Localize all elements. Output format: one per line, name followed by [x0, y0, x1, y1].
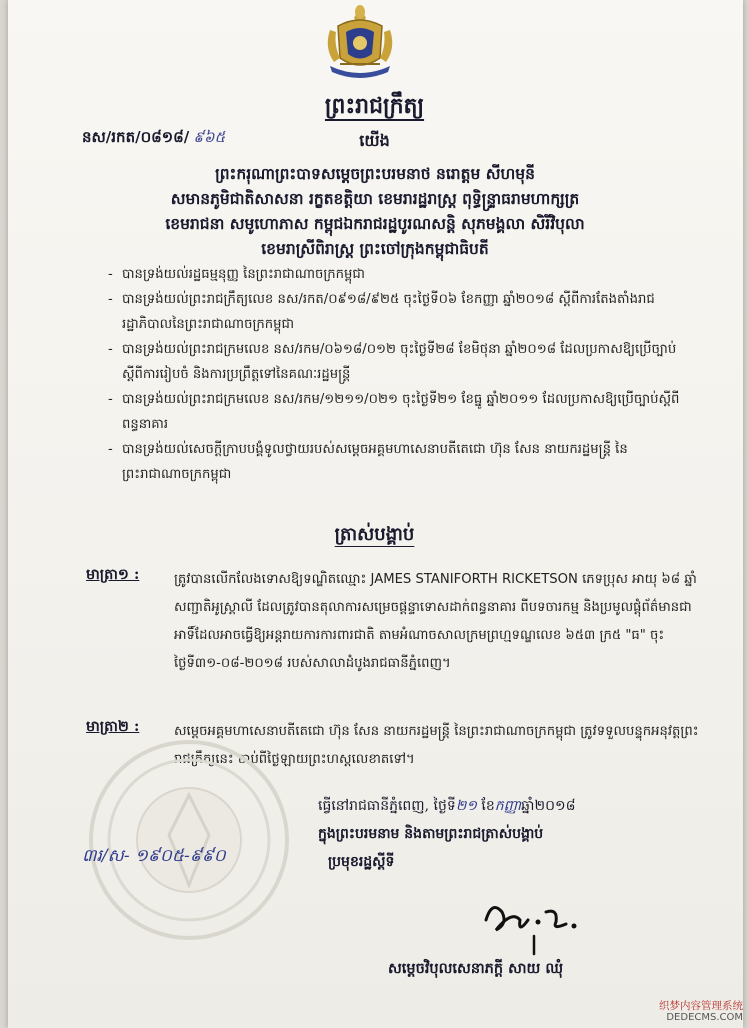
embossed-seal-icon [84, 735, 294, 945]
article-1 [86, 566, 706, 678]
place-date-prefix: ធ្វើនៅរាជធានីភ្នំពេញ, ថ្ងៃទី [318, 798, 456, 814]
preamble-item: - បានទ្រង់យល់ព្រះរាជក្រមលេខ នស/រកម/០៦១៨/០១២ ចុះថ្ងៃទី២៨ ខែមិថុនា ឆ្នាំ២០១៨ ដែលប្រកាសឱ្យប្រើច្បាប់ស្តីពីការរៀបចំ និងការប្រព្រឹត្តទៅនៃគណៈរដ្ឋមន្ត្រី [108, 337, 688, 387]
date-day-handwritten: ២១ [455, 798, 477, 814]
king-title-line: ខេមរាស្រីពិរាស្ត្រ ព្រះចៅក្រុងកម្ពុជាធិបតី [261, 239, 489, 258]
king-title-line: ព្រះករុណាព្រះបាទសម្តេចព្រះបរមនាថ នរោត្តម សីហមុនី [215, 164, 535, 183]
article-text: សម្តេចអគ្គមហាសេនាបតីតេជោ ហ៊ុន សែន នាយករដ្ឋមន្ត្រី នៃព្រះរាជាណាចក្រកម្ពុជា ត្រូវទទួលបន្ទុកអនុវត្តព្រះរាជក្រឹត្យនេះ ចាប់ពីថ្ងៃឡាយព្រះហស្តលេខាតទៅ។ [174, 724, 699, 767]
decree-title: ព្រះរាជក្រឹត្យ [324, 93, 425, 119]
seen-heading: យើង [359, 131, 390, 150]
article-label: មាត្រា២ : [86, 718, 140, 735]
place-date-year: ឆ្នាំ២០១៨ [521, 798, 576, 814]
king-title-line: ខេមរាជនា សមូហោភាស កម្ពុជឯករាជរដ្ឋបូរណសន្តិ សុភមង្គលា សិរីវិបុលា [165, 214, 585, 233]
preamble-item: - បានទ្រង់យល់សេចក្តីក្រាបបង្គំទូលថ្វាយរបស់សម្តេចអគ្គមហាសេនាបតីតេជោ ហ៊ុន សែន នាយករដ្ឋមន្ត្រី នៃព្រះរាជាណាចក្រកម្ពុជា [108, 437, 688, 487]
handwritten-registry-note: ៣រ/ស- ១៩០៥-៩៩០ [82, 846, 226, 866]
preamble-list [108, 262, 688, 487]
royal-order-line: ក្នុងព្រះបរមនាម និងតាមព្រះរាជត្រាស់បង្គាប់ [318, 826, 544, 842]
preamble-item: - បានទ្រង់យល់រដ្ឋធម្មនុញ្ញ នៃព្រះរាជាណាចក្រកម្ពុជា [108, 262, 688, 287]
signature-block [318, 792, 718, 876]
countersign-title: ប្រមុខរដ្ឋស្តីទី [328, 854, 395, 870]
signer-name: សម្តេចវិបុលសេនាភក្តី សាយ ឈុំ [388, 960, 564, 977]
watermark-line-2: DEDECMS.COM [666, 1012, 743, 1023]
signature-mark-icon [478, 890, 588, 960]
watermark-line-1: 织梦内容管理系统 [659, 1000, 743, 1012]
preamble-item: - បានទ្រង់យល់ព្រះរាជក្រមលេខ នស/រកម/១២១១/០២១ ចុះថ្ងៃទី២១ ខែធ្នូ ឆ្នាំ២០១១ ដែលប្រកាសឱ្យប្រើច្បាប់ស្តីពីពន្ធនាគារ [108, 387, 688, 437]
king-title-line: សមានភូមិជាតិសាសនា រក្ខតខត្តិយា ខេមរារដ្ឋរាស្ត្រ ពុទ្ធិន្ទ្រាធរាមហាក្សត្រ [170, 189, 580, 208]
place-date-mid: ខែ [476, 798, 495, 814]
royal-crest-icon [300, 0, 420, 84]
article-label: មាត្រា១ : [86, 566, 140, 583]
site-watermark [633, 1000, 743, 1026]
reference-prefix: នស/រកត/០៨១៨/ [82, 128, 190, 146]
reference-handwritten: ៩៦៥ [193, 128, 226, 146]
preamble-item: - បានទ្រង់យល់ព្រះរាជក្រឹត្យលេខ នស/រកត/០៩១៨/៩២៥ ចុះថ្ងៃទី០៦ ខែកញ្ញា ឆ្នាំ២០១៨ ស្តីពីការតែងតាំងរាជរដ្ឋាភិបាលនៃព្រះរាជាណាចក្រកម្ពុជា [108, 287, 688, 337]
place-date-line [318, 792, 718, 820]
date-month-handwritten: កញ្ញា [494, 798, 522, 814]
decree-heading: ត្រាស់បង្គាប់ [334, 524, 415, 545]
article-text: ត្រូវបានលើកលែងទោសឱ្យទណ្ឌិតឈ្មោះ JAMES STANIFORTH RICKETSON ភេទប្រុស អាយុ ៦៨ ឆ្នាំ សញ្ជាតិអូស្ត្រាលី ដែលត្រូវបានតុលាការសម្រេចផ្តន្ទាទោសដាក់ពន្ធនាគារ ពីបទចារកម្ម និងប្រមូលផ្តុំព័ត៌មានជាអាទិ៍ដែលអាចធ្វើឱ្យអន្តរាយការការពារជាតិ តាមអំណាចសាលក្រមព្រហ្មទណ្ឌលេខ ៦៥៣ ក្រ៥ "ធ" ចុះថ្ងៃទី៣១-០៨-២០១៨ របស់សាលាដំបូងរាជធានីភ្នំពេញ។ [174, 572, 697, 671]
